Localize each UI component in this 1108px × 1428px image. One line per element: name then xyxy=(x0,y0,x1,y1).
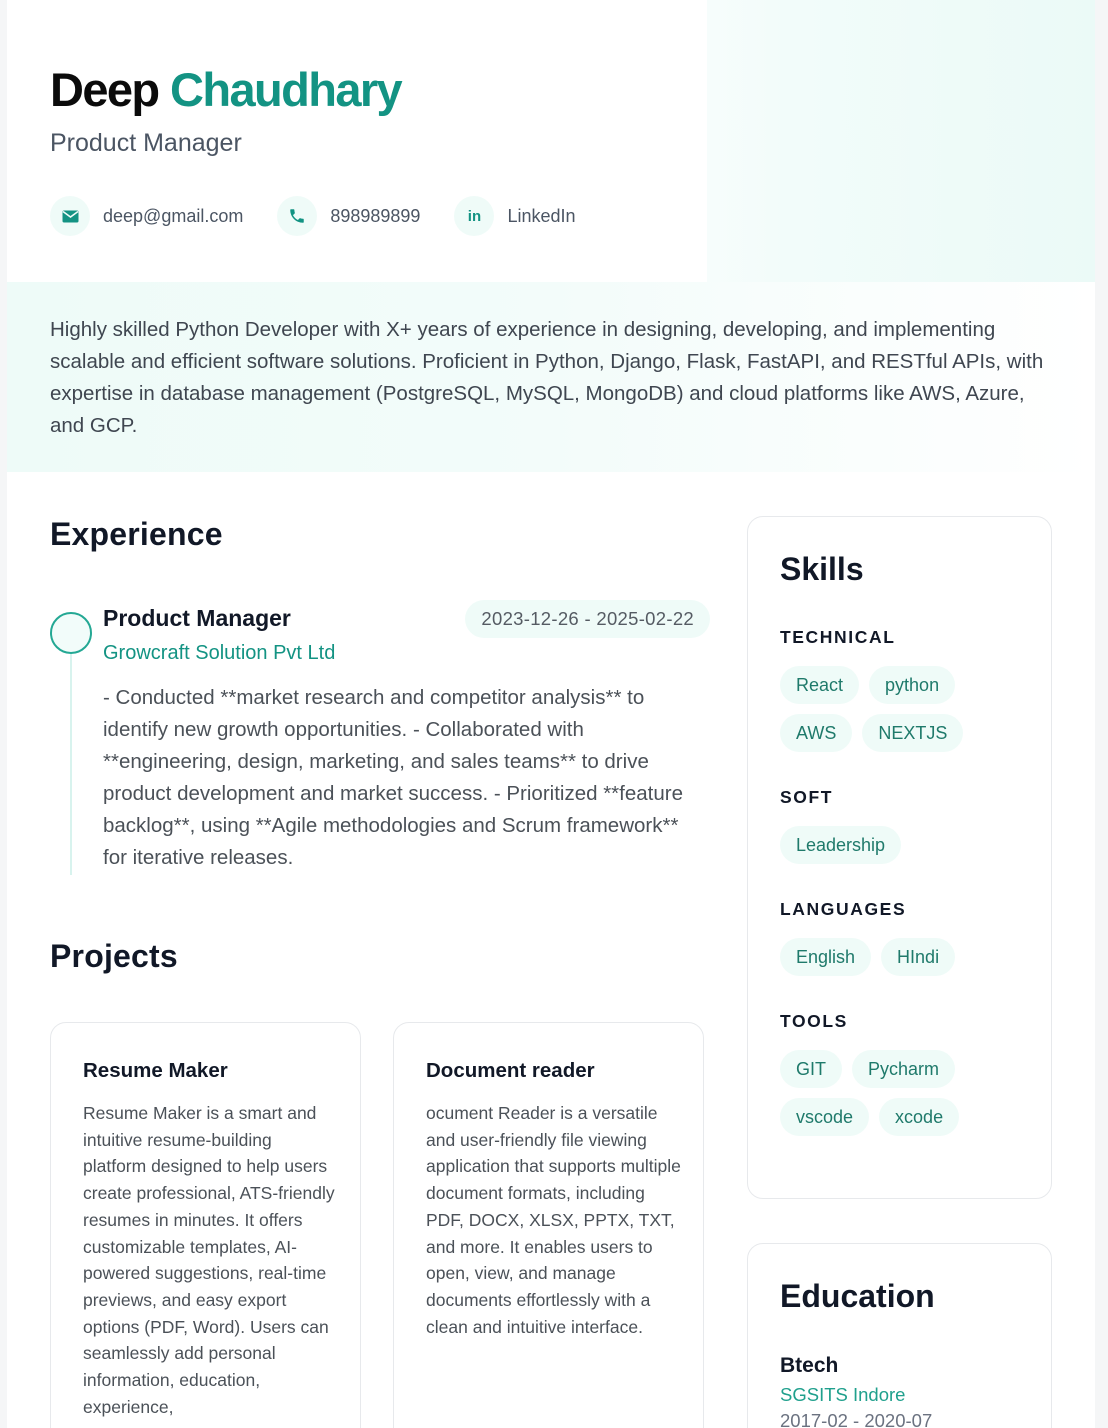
timeline-line xyxy=(70,620,72,875)
education-dates: 2017-02 - 2020-07 xyxy=(780,1410,933,1428)
contact-list xyxy=(50,196,610,236)
project-card xyxy=(50,1022,361,1428)
skill-group-technical xyxy=(780,627,1040,762)
experience-company: Growcraft Solution Pvt Ltd xyxy=(103,642,336,664)
contact-email[interactable] xyxy=(50,196,243,236)
skill-tag: GIT xyxy=(780,1050,842,1088)
skill-tag: Leadership xyxy=(780,826,901,864)
skill-tags xyxy=(780,1050,1040,1146)
timeline-dot-icon xyxy=(50,612,92,654)
skills-card xyxy=(747,516,1052,1199)
skill-tags xyxy=(780,666,1040,762)
skill-tags xyxy=(780,826,1040,874)
education-school: SGSITS Indore xyxy=(780,1384,906,1405)
first-name: Deep xyxy=(50,63,159,116)
project-description: Resume Maker is a smart and intuitive resume-building platform designed to help users create professional, ATS-friendly resumes in minutes. It offers customizable templates, AI-powered suggestions, real-time previews, and easy export options (PDF, Word). Users can seamlessly add personal information, education, experience, xyxy=(83,1103,335,1417)
resume-page xyxy=(7,0,1095,1428)
skill-group-soft xyxy=(780,787,1040,874)
phone-text: 898989899 xyxy=(330,205,421,226)
contact-linkedin[interactable] xyxy=(454,196,575,236)
skill-tags xyxy=(780,938,1040,986)
skill-group-languages xyxy=(780,899,1040,986)
skill-group-label: SOFT xyxy=(780,787,834,807)
experience-role: Product Manager xyxy=(103,605,291,631)
project-description: ocument Reader is a versatile and user-friendly file viewing application that supports multiple document formats, including PDF, DOCX, XLSX, PPTX, TXT, and more. It enables users to open, view, and manage documents effortlessly with a clean and intuitive interface. xyxy=(426,1103,681,1337)
skill-tag: NEXTJS xyxy=(862,714,963,752)
full-name xyxy=(50,62,1050,118)
email-text: deep@gmail.com xyxy=(103,205,244,226)
skill-tag: React xyxy=(780,666,859,704)
skill-tag: xcode xyxy=(879,1098,959,1136)
skill-tag: Pycharm xyxy=(852,1050,955,1088)
skill-group-label: TOOLS xyxy=(780,1011,848,1031)
project-title: Resume Maker xyxy=(83,1059,228,1082)
education-heading: Education xyxy=(780,1278,935,1314)
skills-heading: Skills xyxy=(780,551,864,587)
experience-dates: 2023-12-26 - 2025-02-22 xyxy=(465,600,710,638)
skill-group-label: TECHNICAL xyxy=(780,627,896,647)
summary-section xyxy=(7,282,1095,472)
project-card xyxy=(393,1022,704,1428)
summary-text: Highly skilled Python Developer with X+ years of experience in designing, developing, and implementing scalable and efficient software solutions. Proficient in Python, Django, Flask, FastAPI, and RESTful APIs, with expertise in database management (PostgreSQL, MySQL, MongoDB) and cloud platforms like AWS, Azure, and GCP. xyxy=(50,318,1044,437)
skill-tag: vscode xyxy=(780,1098,869,1136)
linkedin-link[interactable]: LinkedIn xyxy=(507,205,576,226)
phone-icon xyxy=(277,196,317,236)
experience-heading: Experience xyxy=(50,516,223,552)
last-name: Chaudhary xyxy=(170,63,402,116)
skill-group-tools xyxy=(780,1011,1040,1146)
experience-description: - Conducted **market research and competitor analysis** to identify new growth opportunities. - Collaborated with **engineering, design, marketing, and sales teams** to drive product development and market success. - Prioritized **feature backlog**, using **Agile methodologies and Scrum framework** for iterative releases. xyxy=(103,686,683,869)
linkedin-icon: in xyxy=(454,196,494,236)
skill-group-label: LANGUAGES xyxy=(780,899,907,919)
skill-tag: AWS xyxy=(780,714,852,752)
skill-tag: python xyxy=(869,666,955,704)
project-title: Document reader xyxy=(426,1059,595,1082)
education-card xyxy=(747,1243,1052,1428)
mail-icon xyxy=(50,196,90,236)
contact-phone[interactable] xyxy=(277,196,420,236)
projects-heading: Projects xyxy=(50,938,178,974)
job-title: Product Manager xyxy=(50,129,242,157)
resume-header xyxy=(50,62,1050,158)
education-degree: Btech xyxy=(780,1354,839,1377)
skill-tag: HIndi xyxy=(881,938,955,976)
skill-tag: English xyxy=(780,938,871,976)
